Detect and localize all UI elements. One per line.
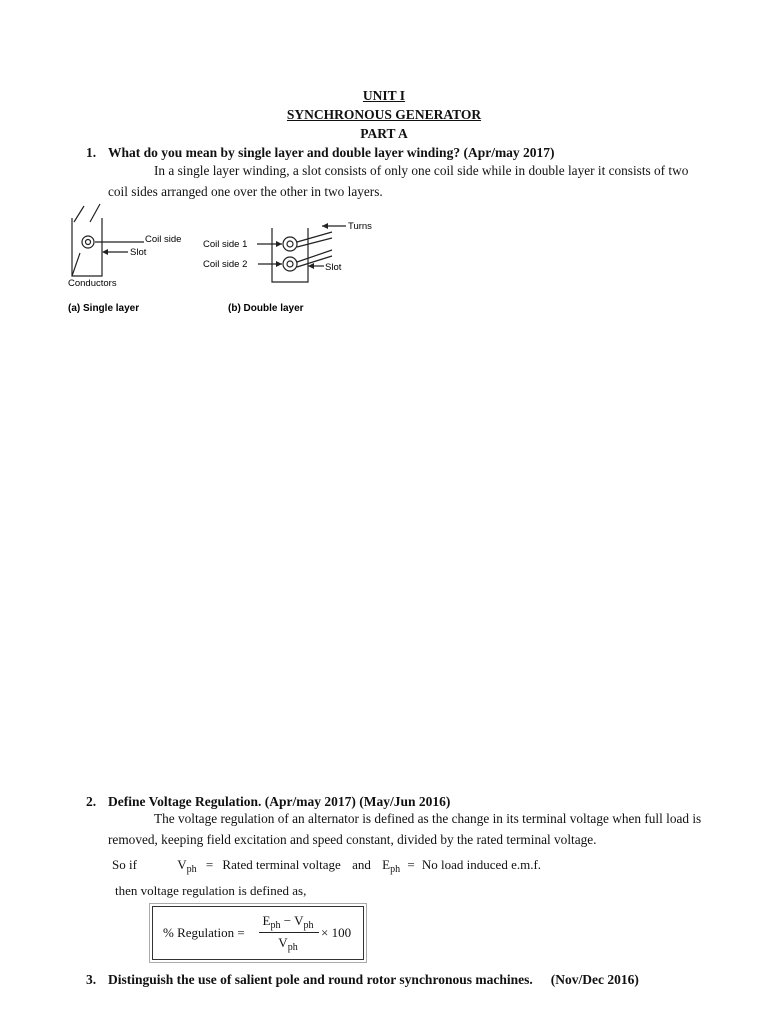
subject-title: SYNCHRONOUS GENERATOR bbox=[286, 107, 482, 122]
winding-figure bbox=[62, 198, 392, 318]
answer-1: In a single layer winding, a slot consists of only one coil side while in double layer it consists of two coil sides arranged one over the other in two layers. bbox=[108, 163, 689, 199]
label-coil-side-2: Coil side 2 bbox=[203, 259, 248, 270]
label-coil-side-1: Coil side 1 bbox=[203, 239, 248, 250]
regulation-formula bbox=[152, 906, 364, 960]
then-line: then voltage regulation is defined as, bbox=[115, 883, 307, 898]
formula-label: % Regulation = bbox=[163, 925, 245, 940]
part-title: PART A bbox=[360, 126, 408, 141]
formula-times-100: × 100 bbox=[321, 925, 352, 940]
label-conductors: Conductors bbox=[68, 278, 117, 289]
label-coil-side: Coil side bbox=[145, 234, 182, 245]
unit-title: UNIT I bbox=[362, 88, 406, 103]
question-1: 1. What do you mean by single layer and double layer winding? (Apr/may 2017) bbox=[86, 145, 555, 160]
caption-double-layer: (b) Double layer bbox=[228, 303, 304, 314]
caption-single-layer: (a) Single layer bbox=[68, 303, 140, 314]
single-slot-shape bbox=[72, 218, 102, 276]
question-2: 2. Define Voltage Regulation. (Apr/may 2017) (May/Jun 2016) bbox=[86, 794, 451, 809]
label-slot-a: Slot bbox=[130, 247, 147, 258]
formula-denominator: $V_{ph}$ bbox=[278, 935, 298, 953]
formula-numerator: $E_{ph} - V_{ph}$ bbox=[262, 913, 314, 931]
label-slot-b: Slot bbox=[325, 262, 342, 273]
label-turns: Turns bbox=[348, 221, 372, 232]
answer-2: The voltage regulation of an alternator is defined as the change in its terminal voltage when full load is removed, keeping field excitation and speed constant, divided by the rated terminal voltage. bbox=[108, 811, 702, 847]
definition-line: So if $V_{ph}$ = Rated terminal voltage and $E_{ph} = No$ load induced e.m.f. bbox=[112, 857, 542, 875]
fraction-bar bbox=[259, 932, 319, 933]
question-3: 3. Distinguish the use of salient pole and round rotor synchronous machines. (Nov/Dec 2016) bbox=[86, 972, 639, 987]
